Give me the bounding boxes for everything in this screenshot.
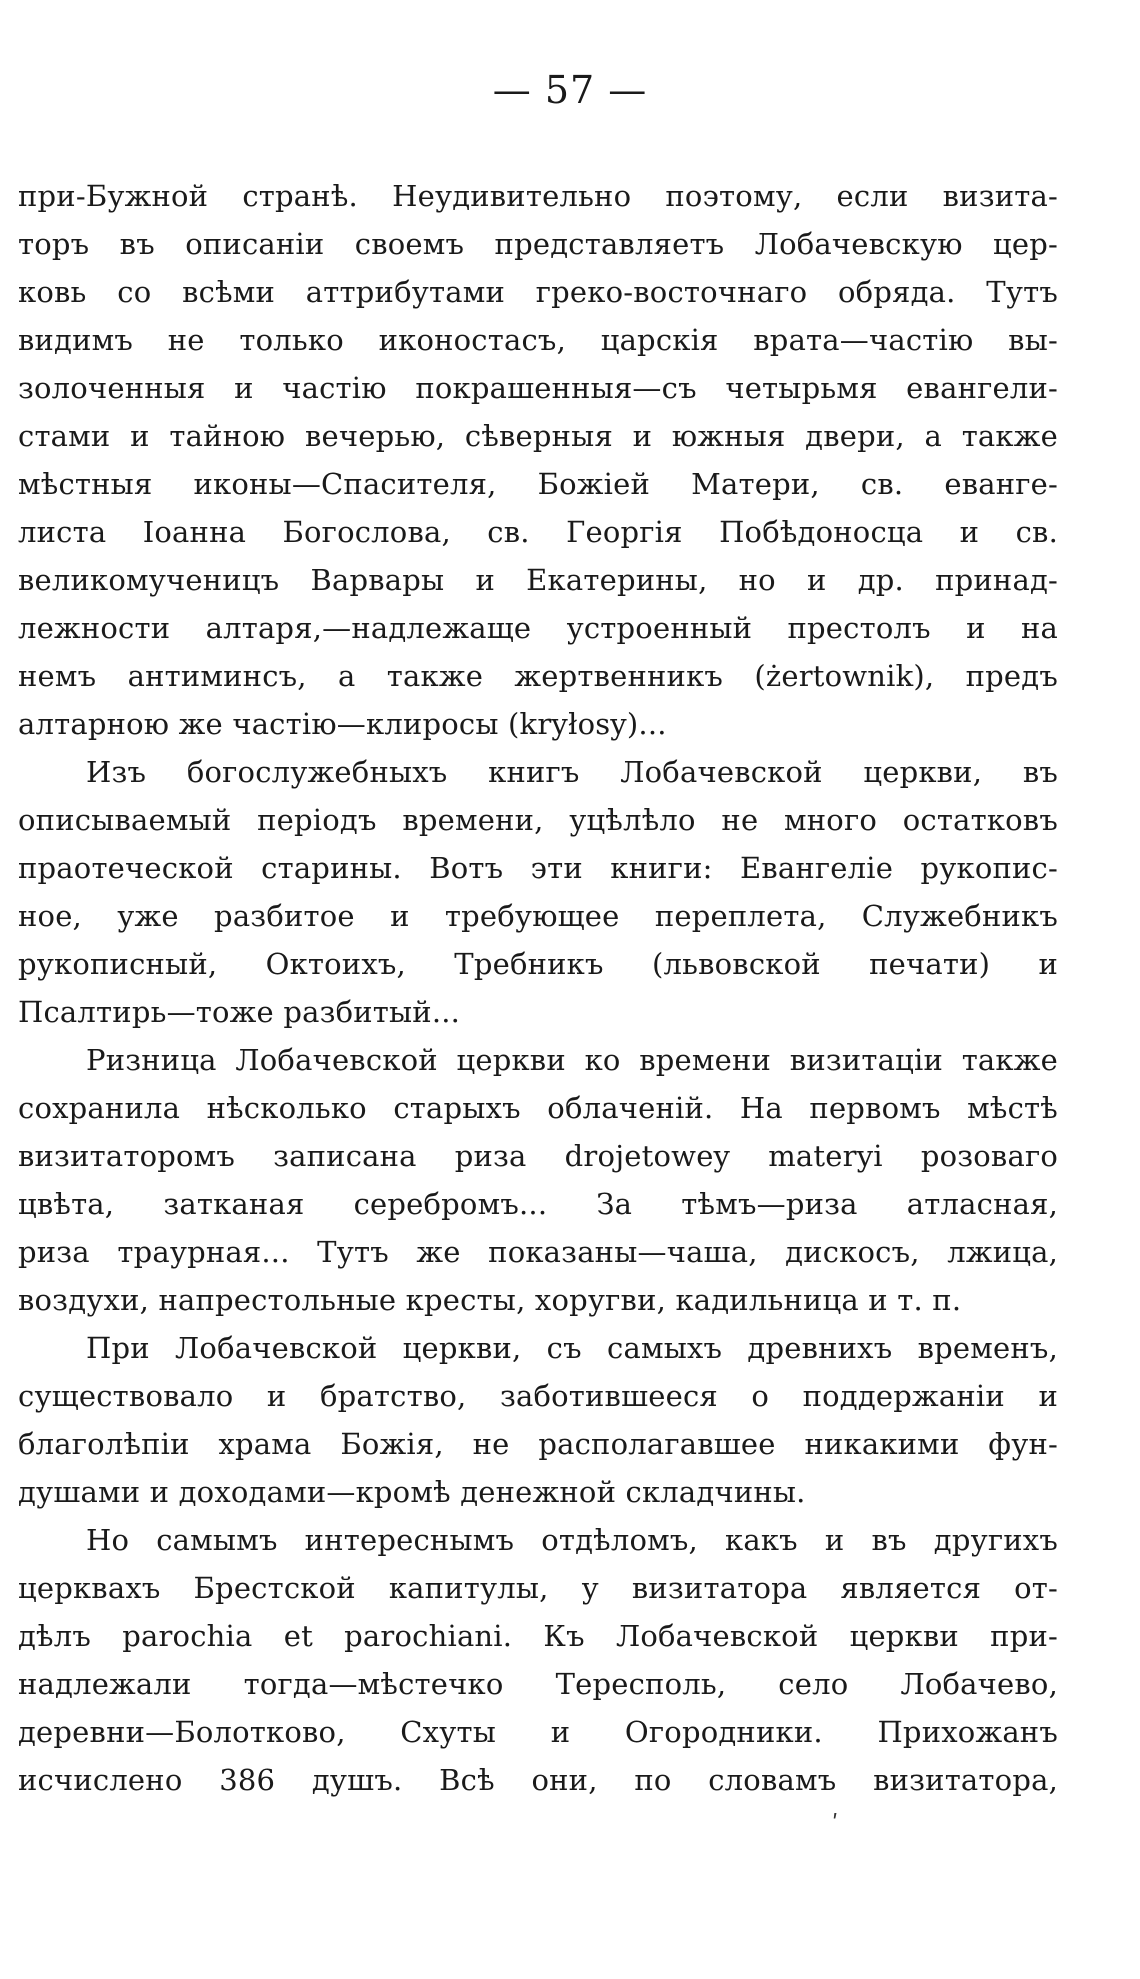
text-line: дѣлъ parochia et parochiani. Къ Лобачевской церкви при- — [18, 1619, 1058, 1653]
paragraph-start-line: При Лобачевской церкви, съ самыхъ древнихъ временъ, — [86, 1331, 1058, 1365]
text-line: праотеческой старины. Вотъ эти книги: Евангеліе рукопис- — [18, 851, 1058, 885]
text-line: сохранила нѣсколько старыхъ облаченій. На первомъ мѣстѣ — [18, 1091, 1058, 1125]
text-line: видимъ не только иконостасъ, царскія врата—частію вы- — [18, 323, 1058, 357]
text-line: существовало и братство, заботившееся о поддержаніи и — [18, 1379, 1058, 1413]
text-line: великомучeницъ Варвары и Екатерины, но и др. принад- — [18, 563, 1058, 597]
text-line: лежности алтаря,—надлежаще устроенный престолъ и на — [18, 611, 1058, 645]
paragraph-start-line: Ризница Лобачевской церкви ко времени визитаціи также — [86, 1043, 1058, 1077]
text-line: листа Іоанна Богослова, св. Георгія Побѣдоносца и св. — [18, 515, 1058, 549]
text-line: визитаторомъ записана риза drojetowey materyi розоваго — [18, 1139, 1058, 1173]
paragraph-start-line: Но самымъ интереснымъ отдѣломъ, какъ и въ другихъ — [86, 1523, 1058, 1557]
text-line: рукописный, Октоихъ, Требникъ (львовской печати) и — [18, 947, 1058, 981]
ink-speck: ʹ — [832, 1812, 839, 1837]
text-line: Псалтирь—тоже разбитый... — [18, 995, 461, 1029]
page-number: — 57 — — [492, 68, 648, 112]
text-line: исчислено 386 душъ. Всѣ они, по словамъ визитатора, — [18, 1763, 1058, 1797]
text-line: риза траурная... Тутъ же показаны—чаша, дискосъ, лжица, — [18, 1235, 1058, 1269]
body-text — [18, 172, 1058, 1804]
text-line: стами и тайною вечерью, сѣверныя и южныя двери, а также — [18, 419, 1058, 453]
text-line: ное, уже разбитое и требующее переплета, Служебникъ — [18, 899, 1058, 933]
text-line: описываемый періодъ времени, уцѣлѣло не много остатковъ — [18, 803, 1058, 837]
text-line: при-Бужной странѣ. Неудивительно поэтому, если визита- — [18, 179, 1058, 213]
text-line: ковь со всѣми аттрибутами греко-восточнаго обряда. Тутъ — [18, 275, 1058, 309]
text-line: немъ антиминсъ, а также жертвенникъ (żertownik), предъ — [18, 659, 1058, 693]
text-line: алтарною же частію—клиросы (kryłosy)... — [18, 707, 667, 741]
text-line: воздухи, напрестольные кресты, хоругви, кадильница и т. п. — [18, 1283, 962, 1317]
text-line: надлежали тогда—мѣстечко Тересполь, село Лобачево, — [18, 1667, 1058, 1701]
text-line: цвѣта, затканая серебромъ... За тѣмъ—риза атласная, — [18, 1187, 1058, 1221]
text-line: золоченныя и частію покрашенныя—съ четырьмя евангели- — [18, 371, 1058, 405]
paragraph-start-line: Изъ богослужебныхъ книгъ Лобачевской церкви, въ — [86, 755, 1058, 789]
text-line: деревни—Болотково, Схуты и Огородники. Прихожанъ — [18, 1715, 1058, 1749]
text-line: мѣстныя иконы—Спасителя, Божіей Матери, св. еванге- — [18, 467, 1058, 501]
text-line: душами и доходами—кромѣ денежной складчины. — [18, 1475, 806, 1509]
text-line: торъ въ описаніи своемъ представляетъ Лобачевскую цер- — [18, 227, 1058, 261]
text-line: благолѣпіи храма Божія, не располагавшее никакими фун- — [18, 1427, 1058, 1461]
text-line: церквахъ Брестской капитулы, у визитатора является от- — [18, 1571, 1058, 1605]
